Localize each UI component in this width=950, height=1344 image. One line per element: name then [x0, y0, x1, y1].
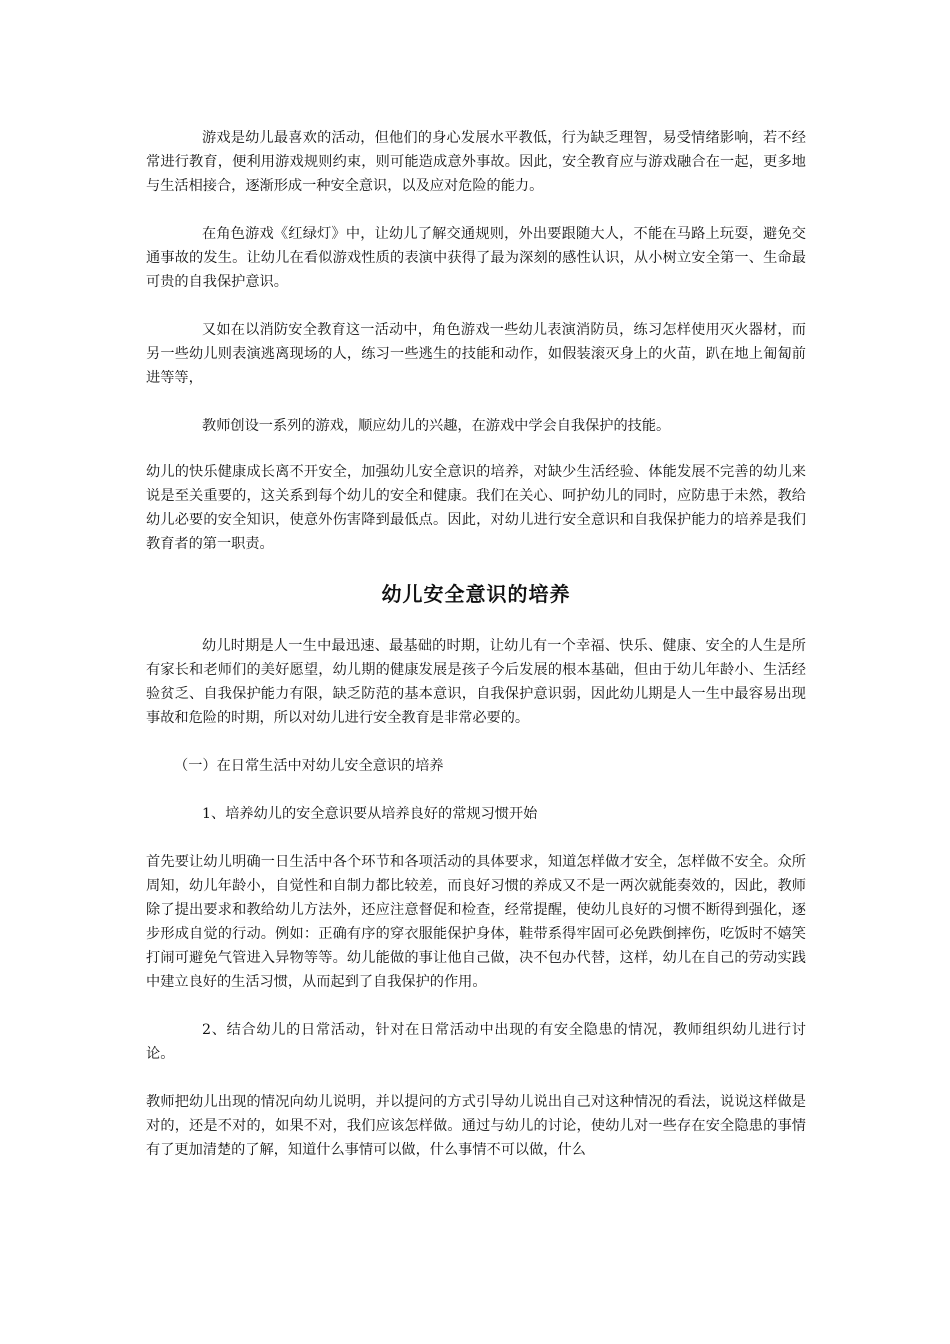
subheading-daily-activities: 2、结合幼儿的日常活动，针对在日常活动中出现的有安全隐患的情况，教师组织幼儿进行讨论。 — [146, 1022, 806, 1062]
paragraph-fire-safety: 又如在以消防安全教育这一活动中，角色游戏一些幼儿表演消防员，练习怎样使用灭火器材，而另一些幼儿则表演逃离现场的人，练习一些逃生的技能和动作，如假装滚灭身上的火苗，趴在地上匍匐前进等等， — [146, 322, 806, 386]
subheading-daily-life: （一）在日常生活中对幼儿安全意识的培养 — [174, 758, 444, 774]
paragraph-early-childhood: 幼儿时期是人一生中最迅速、最基础的时期，让幼儿有一个幸福、快乐、健康、安全的人生是所有家长和老师们的美好愿望，幼儿期的健康发展是孩子今后发展的根本基础，但由于幼儿年龄小、生活经验贫乏、自我保护能力有限，缺乏防范的基本意识，自我保护意识弱，因此幼儿期是人一生中最容易出现事故和危险的时期，所以对幼儿进行安全教育是非常必要的。 — [146, 638, 806, 726]
paragraph-safety-importance: 幼儿的快乐健康成长离不开安全，加强幼儿安全意识的培养，对缺少生活经验、体能发展不完善的幼儿来说是至关重要的，这关系到每个幼儿的安全和健康。我们在关心、呵护幼儿的同时，应防患于未然，教给幼儿必要的安全知识，使意外伤害降到最低点。因此，对幼儿进行安全意识和自我保护能力的培养是我们教育者的第一职责。 — [146, 464, 806, 552]
paragraph-discussion: 教师把幼儿出现的情况向幼儿说明，并以提问的方式引导幼儿说出自己对这种情况的看法，说说这样做是对的，还是不对的，如果不对，我们应该怎样做。通过与幼儿的讨论，使幼儿对一些存在安全隐患的事情有了更加清楚的了解，知道什么事情可以做，什么事情不可以做，什么 — [146, 1094, 806, 1158]
paragraph-game-safety: 游戏是幼儿最喜欢的活动，但他们的身心发展水平教低，行为缺乏理智，易受情绪影响，若不经常进行教育，便利用游戏规则约束，则可能造成意外事故。因此，安全教育应与游戏融合在一起，更多地与生活相接合，逐渐形成一种安全意识，以及应对危险的能力。 — [146, 130, 806, 194]
document-page — [146, 126, 806, 1162]
paragraph-habits-detail: 首先要让幼儿明确一日生活中各个环节和各项活动的具体要求，知道怎样做才安全，怎样做不安全。众所周知，幼儿年龄小，自觉性和自制力都比较差，而良好习惯的养成又不是一两次就能奏效的，因此，教师除了提出要求和教给幼儿方法外，还应注意督促和检查，经常提醒，使幼儿良好的习惯不断得到强化，逐步形成自觉的行动。例如：正确有序的穿衣服能保护身体，鞋带系得牢固可必免跌倒摔伤，吃饭时不嬉笑打闹可避免气管进入异物等等。幼儿能做的事让他自己做，决不包办代替，这样，幼儿在自己的劳动实践中建立良好的生活习惯，从而起到了自我保护的作用。 — [146, 854, 806, 990]
paragraph-traffic-light-game: 在角色游戏《红绿灯》中，让幼儿了解交通规则，外出要跟随大人，不能在马路上玩耍，避免交通事故的发生。让幼儿在看似游戏性质的表演中获得了最为深刻的感性认识，从小树立安全第一、生命最可贵的自我保护意识。 — [146, 226, 806, 290]
subheading-good-habits: 1、培养幼儿的安全意识要从培养良好的常规习惯开始 — [202, 806, 538, 822]
section-title: 幼儿安全意识的培养 — [381, 582, 571, 606]
paragraph-teacher-games: 教师创设一系列的游戏，顺应幼儿的兴趣，在游戏中学会自我保护的技能。 — [202, 418, 671, 434]
